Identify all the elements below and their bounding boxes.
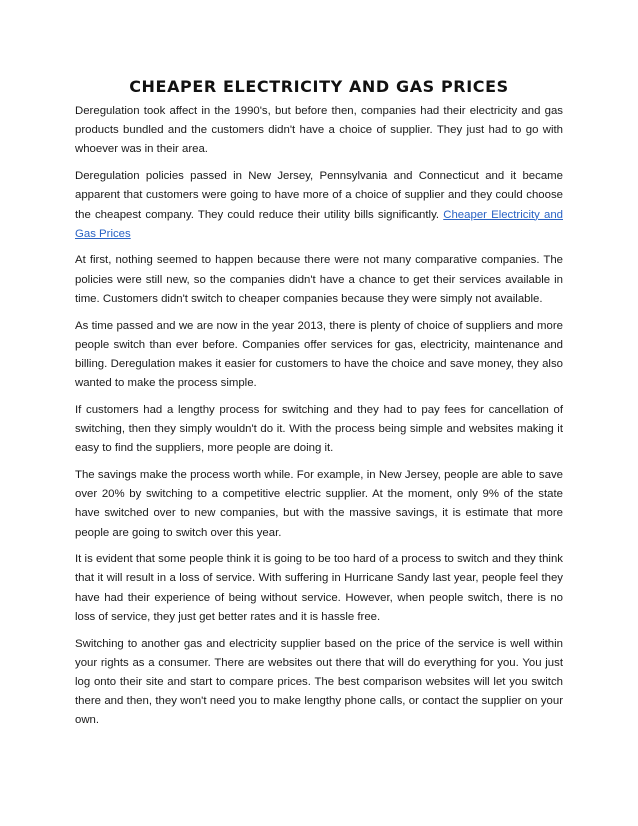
paragraph-at-first: At first, nothing seemed to happen because there were not many comparative companies. The policies were still new, so the companies didn't have a chance to get their services available in time. Customers didn't switch to cheaper companies because they were simply not available. — [75, 254, 563, 305]
document-page — [75, 76, 563, 738]
paragraph-text: Deregulation policies passed in New Jersey, Pennsylvania and Connecticut and it became apparent that customers were going to have more of a choice of supplier and they could choose the cheapest company. They could reduce their utility bills significantly. — [75, 170, 563, 221]
page-title: CHEAPER ELECTRICITY AND GAS PRICES — [129, 77, 509, 96]
paragraph-savings: The savings make the process worth while. For example, in New Jersey, people are able to save over 20% by switching to a competitive electric supplier. At the moment, only 9% of the state have switched over to new companies, but with the massive savings, it is estimate that more people are going to switch over this year. — [75, 468, 563, 539]
paragraph-evident: It is evident that some people think it is going to be too hard of a process to switch and they think that it will result in a loss of service. With suffering in Hurricane Sandy last year, people feel they have had their experience of being without service. However, when people switch, there is no loss of service, they just get better rates and it is hassle free. — [75, 553, 563, 623]
paragraph-lengthy-process: If customers had a lengthy process for switching and they had to pay fees for cancellation of switching, then they simply wouldn't do it. With the process being simple and websites making it easy to find the suppliers, more people are doing it. — [75, 403, 563, 455]
paragraph-deregulation-history: Deregulation took affect in the 1990's, but before then, companies had their electricity and gas products bundled and the customers didn't have a choice of supplier. They just had to go with whoever was in their area. — [75, 105, 563, 156]
paragraph-switching: Switching to another gas and electricity supplier based on the price of the service is well within your rights as a consumer. There are websites out there that will do everything for you. You just log onto their site and start to compare prices. The best comparison websites will let you switch there and then, they won't need you to make lengthy phone calls, or contact the supplier on your own. — [75, 637, 563, 727]
paragraph-deregulation-policies — [75, 167, 563, 244]
cheaper-prices-link[interactable]: Cheaper Electricity and Gas Prices — [75, 208, 563, 240]
paragraph-time-passed: As time passed and we are now in the year 2013, there is plenty of choice of suppliers and more people switch than ever before. Companies offer services for gas, electricity, maintenance and billing. Deregulation makes it easier for customers to have the choice and save money, they also wanted to make the process simple. — [75, 319, 563, 390]
